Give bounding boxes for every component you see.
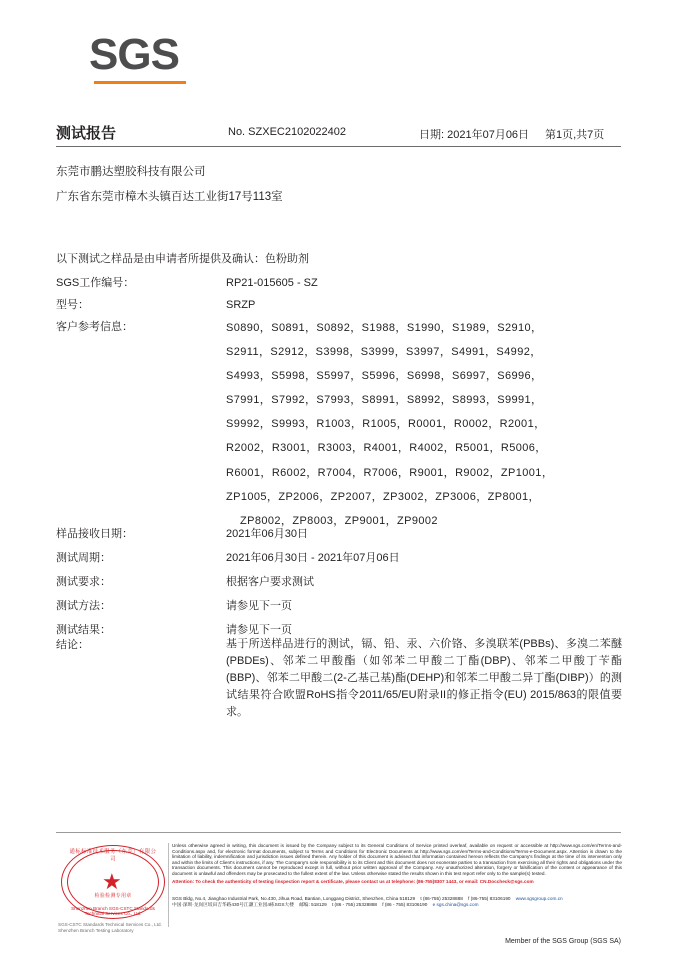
field-value: SRZP	[226, 299, 256, 311]
reference-line: S9992，S9993，R1003，R1005，R0001，R0002，R2001，	[226, 418, 546, 431]
sample-statement: 以下测试之样品是由申请者所提供及确认：色粉助剂	[56, 253, 309, 265]
page-title: 测试报告	[56, 125, 117, 142]
address-cn-fax: f (86 - 755) 83106190	[382, 902, 428, 908]
seal-center-text: 检验检测专用章	[94, 893, 132, 899]
reference-line: S2911，S2912，S3998，S3999，S3997，S4991，S4992，	[226, 346, 542, 359]
footer-divider	[56, 832, 621, 833]
seal-bottom-text: Shenzhen Branch SGS-CSTC Standards Technical Services Co., Ltd.	[71, 906, 155, 916]
address-cn-email[interactable]: e sgs.china@sgs.com	[432, 902, 479, 908]
field-value: 请参见下一页	[226, 624, 292, 636]
reference-line: ZP1005，ZP2006，ZP2007，ZP3002，ZP3006，ZP8001，	[226, 490, 540, 503]
field-row	[56, 294, 626, 316]
legal-attention: Attention: To check the authenticity of testing /inspection report & certificate, please contact us at telephone: (86-755)8307 1443, or email: CN.Doccheck@sgs.com	[172, 878, 534, 884]
page-count: 第1页,共7页	[545, 129, 605, 141]
seal-footnote-line1: SGS-CSTC Standards Technical Services Co., Ltd.	[58, 922, 162, 927]
conclusion-text: 基于所送样品进行的测试，镉、铅、汞、六价铬、多溴联苯(PBBs)、多溴二苯醚(PBDEs)、邻苯二甲酸酯（如邻苯二甲酸二丁酯(DBP)、邻苯二甲酸丁苄酯(BBP)、邻苯二甲酸二(2-乙基己基)酯(DEHP)和邻苯二甲酸二异丁酯(DIBP)）的测试结果符合欧盟RoHS指令2011/65/EU附录II的修正指令(EU) 2015/863的限值要求。	[226, 638, 622, 718]
field-row	[56, 522, 626, 546]
report-date: 日期: 2021年07月06日	[419, 129, 530, 141]
field-value: 2021年06月30日 - 2021年07月06日	[226, 552, 400, 564]
field-label: 样品接收日期：	[56, 528, 133, 540]
reference-line: S4993，S5998，S5997，S5996，S6998，S6997，S6996，	[226, 370, 543, 383]
reference-line: R2002，R3001，R3003，R4001，R4002，R5001，R5006，	[226, 442, 547, 455]
field-value: 2021年06月30日	[226, 528, 308, 540]
address-cn-zip: 邮编: 518129	[299, 902, 327, 908]
address-cn-row	[172, 902, 622, 908]
reference-line: R6001，R6002，R7004，R7006，R9001，R9002，ZP1001，	[226, 466, 554, 479]
customer-reference-list	[226, 316, 556, 533]
legal-paragraph: Unless otherwise agreed in writing, this document is issued by the Company subject to its General Conditions of Service printed overleaf, available on request or accessible at http://www.sgs.com/en/Terms-and-Conditions.aspx and, for electronic format documents, subject to Terms and Conditions for Electronic Documents at http://www.sgs.com/en/Terms-and-Conditions/Terms-e-Document.aspx. Attention is drawn to the limitation of liability, indemnification and jurisdiction issues defined therein. Any holder of this document is advised that information contained hereon reflects the Company's findings at the time of its intervention only and within the limits of Client's instructions, if any. The Company's sole responsibility is to its Client and this document does not exonerate parties to a transaction from exercising all their rights and obligations under the transaction documents. This document cannot be reproduced except in full, without prior written approval of the Company. Any unauthorized alteration, forgery or falsification of the content or appearance of this document is unlawful and offenders may be prosecuted to the fullest extent of the law. Unless otherwise stated the results shown in this test report refer only to the sample(s) tested.	[172, 843, 622, 876]
logo-underline-bar	[94, 81, 186, 84]
seal-footnote-line2: Shenzhen Branch Testing Laboratory	[58, 928, 134, 933]
field-list-bottom	[56, 522, 626, 642]
address-en: SGS Bldg, No.4, Jianghao Industrial Park, No.430, Jihua Road, Bantian, Longgang District, Shenzhen, China 518129	[172, 896, 416, 901]
footer-legal-block	[172, 843, 622, 884]
star-icon: ★	[102, 869, 122, 894]
address-en-web[interactable]: www.sgsgroup.com.cn	[515, 896, 563, 901]
field-label: 客户参考信息：	[56, 321, 133, 333]
reference-line: S0890，S0891，S0892，S1988，S1990，S1989，S2910，	[226, 322, 543, 334]
field-row	[56, 546, 626, 570]
address-en-tel: t (86-755) 25328888	[420, 896, 463, 901]
conclusion-label: 结论：	[56, 639, 89, 651]
field-label: 测试要求：	[56, 576, 111, 588]
seal-top-text: 通标标准技术服务（东莞）有限公司	[69, 848, 157, 863]
title-divider	[56, 146, 621, 147]
field-label: SGS工作编号：	[56, 277, 135, 289]
field-label: 测试结果：	[56, 624, 111, 636]
footer-address-block	[172, 896, 622, 908]
seal-footnote	[58, 922, 170, 934]
report-number: No. SZXEC2102022402	[228, 126, 347, 138]
field-value: 请参见下一页	[226, 600, 292, 612]
sgs-logo	[89, 30, 199, 83]
reference-line: S7991，S7992，S7993，S8991，S8992，S8993，S9991，	[226, 394, 543, 407]
client-name: 东莞市鹏达塑胶科技有限公司	[56, 166, 206, 178]
field-label: 型号：	[56, 299, 89, 311]
field-label: 测试方法：	[56, 600, 111, 612]
reference-line: ZP8002，ZP8003，ZP9001，ZP9002	[240, 514, 438, 527]
field-value: 根据客户要求测试	[226, 576, 314, 588]
client-address: 广东省东莞市樟木头镇百达工业街17号113室	[56, 191, 283, 203]
company-seal-stamp	[58, 843, 168, 933]
sgs-logo-text: SGS	[89, 30, 179, 79]
field-value: RP21-015605 - SZ	[226, 277, 318, 289]
address-cn-tel: t (86 - 755) 25328888	[331, 902, 378, 908]
address-cn: 中国·深圳·龙岗区坂田吉华路430号江灏工业园4栋SGS大楼	[172, 902, 294, 908]
member-of-group-line: Member of the SGS Group (SGS SA)	[505, 938, 621, 945]
field-row	[56, 570, 626, 594]
field-label: 测试周期：	[56, 552, 111, 564]
footer-vertical-divider	[168, 843, 169, 927]
field-row	[56, 594, 626, 618]
field-row	[56, 272, 626, 294]
address-en-fax: f (86-755) 83106190	[468, 896, 511, 901]
